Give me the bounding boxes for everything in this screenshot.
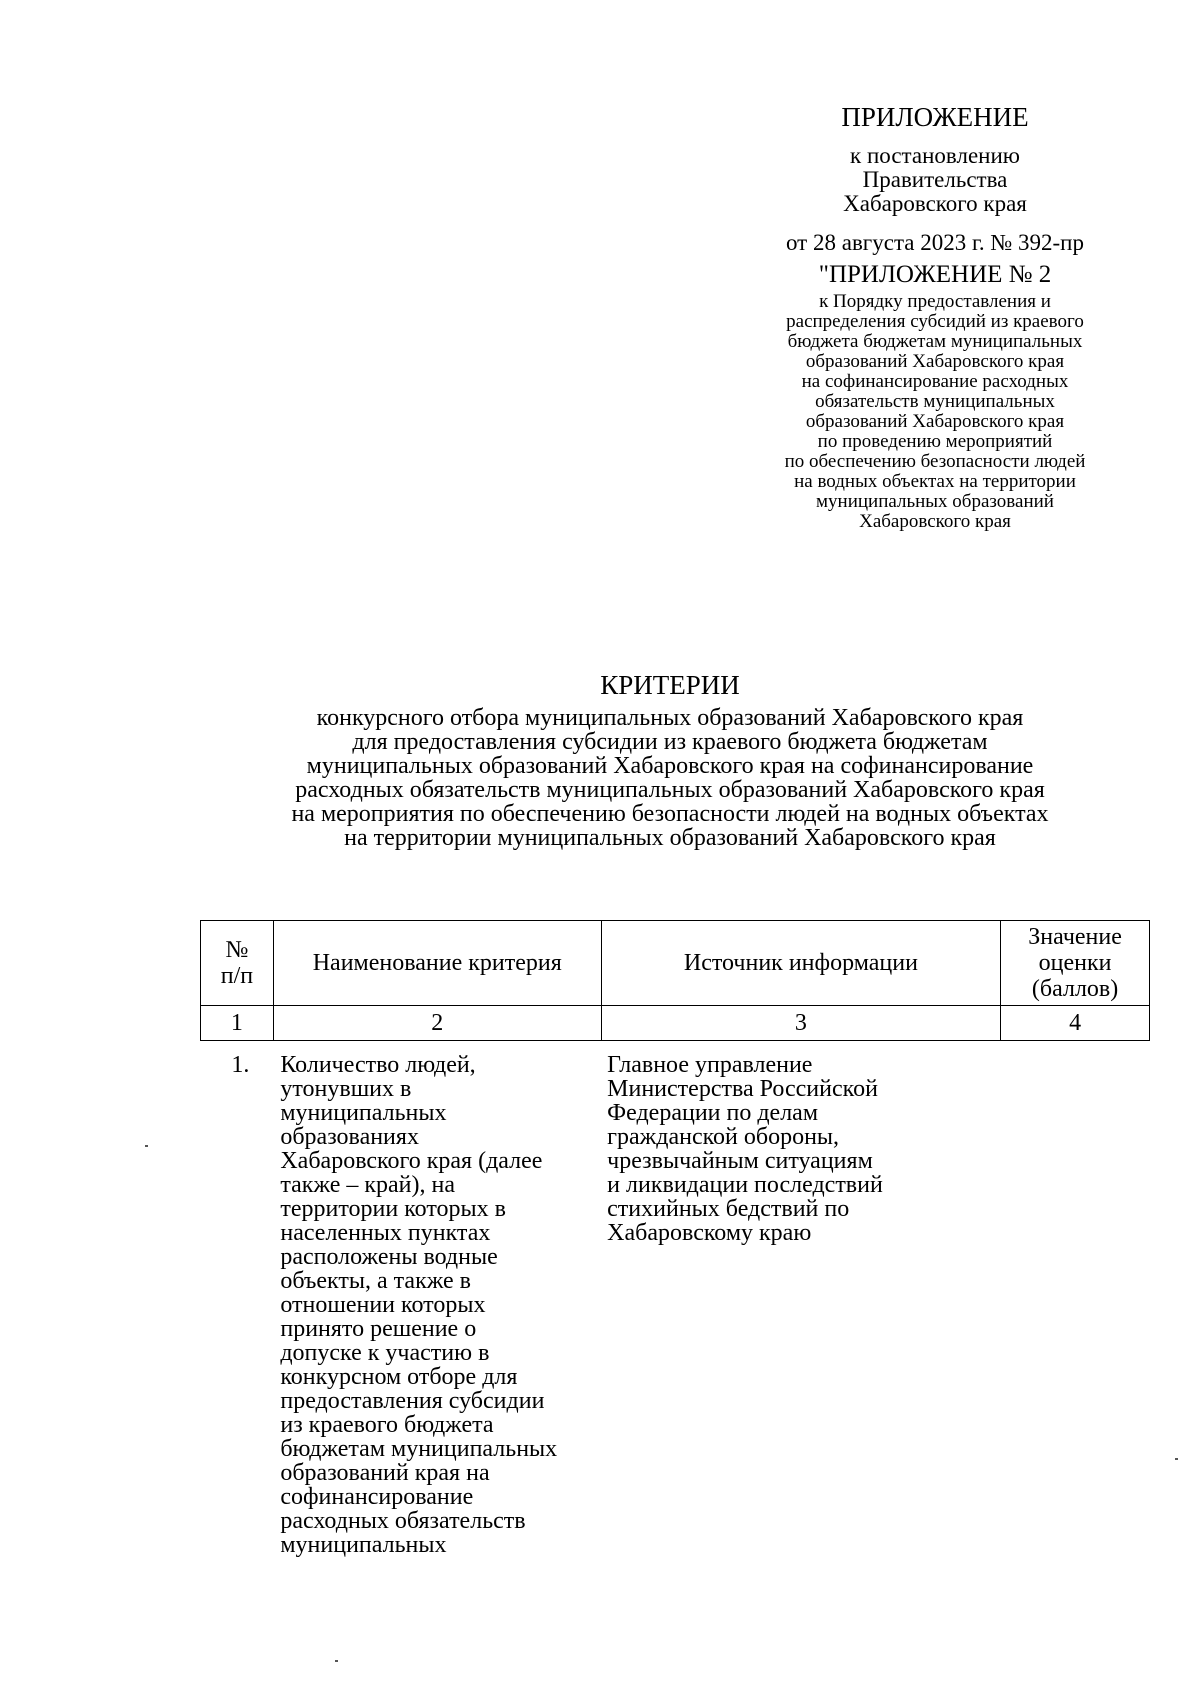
criterion-line: муниципальных [280,1532,447,1558]
order-line: бюджета бюджетам муниципальных [787,331,1083,352]
scan-speck [1175,1458,1178,1460]
source-line: Федерации по делам [607,1100,819,1126]
column-number: 3 [601,1006,1001,1041]
order-line: по обеспечению безопасности людей [784,451,1086,472]
criterion-line: допуске к участию в [280,1340,490,1366]
row-number: 1. [231,1052,250,1078]
source-line: Министерства Российской [607,1076,878,1102]
subtitle-line: на мероприятия по обеспечению безопасности людей на водных объектах [291,801,1049,827]
criterion-line: конкурсном отборе для [280,1364,518,1390]
criterion-line: расположены водные [280,1244,498,1270]
subtitle-line: расходных обязательств муниципальных образований Хабаровского края [295,777,1045,803]
order-line: на водных объектах на территории [794,471,1076,492]
header-score-line: (баллов) [1031,976,1119,1002]
order-line: образований Хабаровского края [805,351,1065,372]
criterion-line: Хабаровского края (далее [280,1148,543,1174]
region-line: Хабаровского края [843,191,1027,216]
resolution-date: от 28 августа 2023 г. № 392-пр [785,230,1084,255]
column-number: 1 [201,1006,274,1041]
order-line: по проведению мероприятий [817,431,1053,452]
header-source: Источник информации [601,921,1001,1006]
criterion-line: утонувших в [280,1076,412,1102]
column-number: 2 [273,1006,601,1041]
criterion-line: принято решение о [280,1316,477,1342]
criterion-line: отношении которых [280,1292,486,1318]
order-line: обязательств муниципальных [815,391,1055,412]
criterion-line: софинансирование [280,1484,474,1510]
criteria-title: КРИТЕРИИ [600,670,740,700]
table-row [201,1041,1150,1559]
order-line: образований Хабаровского края [805,411,1065,432]
criterion-line: расходных обязательств [280,1508,526,1534]
criterion-line: из краевого бюджета [280,1412,494,1438]
source-line: Главное управление [607,1052,813,1078]
header-criterion-name: Наименование критерия [273,921,601,1006]
criterion-line: бюджетам муниципальных [280,1436,558,1462]
criteria-subtitle [170,706,1170,850]
criterion-line: предоставления субсидии [280,1388,545,1414]
order-reference [725,292,1145,532]
subtitle-line: на территории муниципальных образований Хабаровского края [344,825,996,851]
criterion-line: населенных пунктах [280,1220,491,1246]
resolution-line: к постановлению [850,143,1020,168]
appendix-header [730,100,1140,532]
order-line: на софинансирование расходных [801,371,1069,392]
score-value [1001,1041,1150,1559]
order-line: распределения субсидий из краевого [786,311,1084,332]
table-header-row [201,921,1150,1006]
source-line: Хабаровскому краю [607,1220,812,1246]
criterion-line: образований края на [280,1460,490,1486]
source-line: и ликвидации последствий [607,1172,883,1198]
source-line: чрезвычайным ситуациям [607,1148,873,1174]
criterion-line: Количество людей, [280,1052,476,1078]
header-score [1001,921,1150,1006]
criteria-table [200,920,1150,1558]
column-number: 4 [1001,1006,1150,1041]
source-line: стихийных бедствий по [607,1196,850,1222]
information-source [601,1041,1001,1559]
scan-speck [335,1660,338,1662]
criterion-line: территории которых в [280,1196,506,1222]
government-line: Правительства [862,167,1008,192]
subtitle-line: муниципальных образований Хабаровского края на софинансирование [306,753,1034,779]
header-number [201,921,274,1006]
header-score-line: оценки [1038,950,1112,976]
criterion-name [273,1041,601,1559]
order-line: Хабаровского края [859,511,1011,532]
criteria-heading [170,668,1170,850]
source-line: гражданской обороны, [607,1124,840,1150]
scan-speck [145,1145,148,1147]
header-number-symbol: № [225,937,249,963]
criterion-line: муниципальных [280,1100,447,1126]
subtitle-line: для предоставления субсидии из краевого бюджета бюджетам [352,729,988,755]
appendix-title: ПРИЛОЖЕНИЕ [841,102,1029,132]
criterion-line: также – край), на [280,1172,455,1198]
header-score-line: Значение [1028,924,1122,950]
subtitle-line: конкурсного отбора муниципальных образований Хабаровского края [316,705,1024,731]
header-number-abbr: п/п [220,963,254,989]
order-line: к Порядку предоставления и [819,291,1051,312]
order-line: муниципальных образований [816,491,1054,512]
criterion-line: образованиях [280,1124,419,1150]
column-number-row [201,1006,1150,1041]
appendix-number: "ПРИЛОЖЕНИЕ № 2 [818,261,1052,288]
criterion-line: объекты, а также в [280,1268,471,1294]
